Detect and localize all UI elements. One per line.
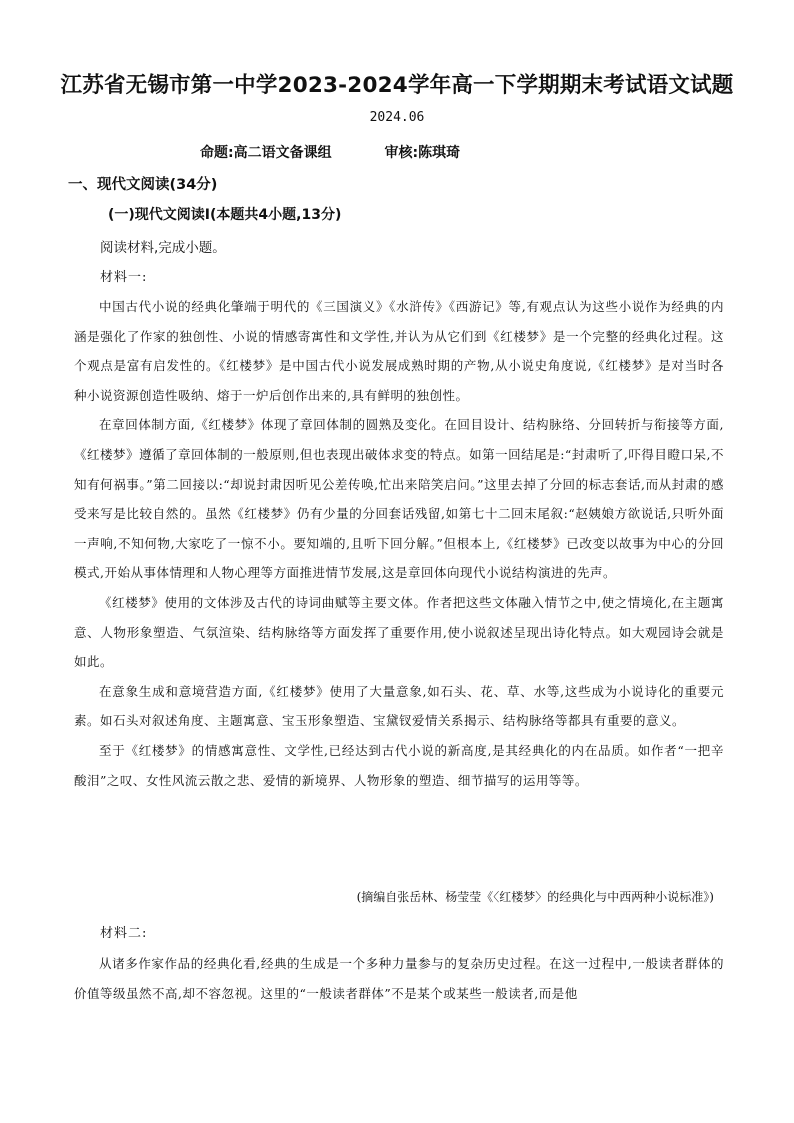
exam-date: 2024.06	[369, 110, 425, 125]
section-heading: 一、现代文阅读(34分)	[68, 177, 218, 193]
material-2-label: 材料二:	[100, 926, 148, 941]
subsection-heading: (一)现代文阅读I(本题共4小题,13分)	[108, 207, 342, 223]
exam-reviewer: 审核:陈琪琦	[384, 145, 461, 161]
material-1-paragraph: 在章回体制方面,《红楼梦》体现了章回体制的圆熟及变化。在回目设计、结构脉络、分回转折与衔接等方面,《红楼梦》遵循了章回体制的一般原则,但也表现出破体求变的特点。如第一回结尾是:“封肃听了,吓得目瞪口呆,不知有何祸事。”第二回接以:“却说封肃因听见公差传唤,忙出来陪笑启问。”这里去掉了分回的标志套话,而从封肃的感受来写是比较自然的。虽然《红楼梦》仍有少量的分回套话残留,如第七十二回末尾叙:“赵姨娘方欲说话,只听外面一声响,不知何物,大家吃了一惊不小。要知端的,且听下回分解。”但根本上,《红楼梦》已改变以故事为中心的分回模式,开始从事体情理和人物心理等方面推进情节发展,这是章回体向现代小说结构演进的先声。	[74, 417, 724, 581]
material-1-paragraph: 中国古代小说的经典化肇端于明代的《三国演义》《水浒传》《西游记》等,有观点认为这些小说作为经典的内涵是强化了作家的独创性、小说的情感寄寓性和文学性,并认为从它们到《红楼梦》是一个完整的经典化过程。这个观点是富有启发性的。《红楼梦》是中国古代小说发展成熟时期的产物,从小说史角度说,《红楼梦》是对当时各种小说资源创造性吸纳、熔于一炉后创作出来的,具有鲜明的独创性。	[74, 299, 724, 403]
material-1-body	[74, 292, 724, 795]
material-2-paragraph: 从诸多作家作品的经典化看,经典的生成是一个多种力量参与的复杂历史过程。在这一过程中,一般读者群体的价值等级虽然不高,却不容忽视。这里的“一般读者群体”不是某个或某些一般读者,而是他	[74, 956, 724, 1001]
material-1-paragraph: 至于《红楼梦》的情感寓意性、文学性,已经达到古代小说的新高度,是其经典化的内在品质。如作者“一把辛酸泪”之叹、女性风流云散之悲、爱情的新境界、人物形象的塑造、细节描写的运用等等。	[74, 742, 724, 788]
material-1-label: 材料一:	[100, 270, 148, 285]
material-2-body	[74, 949, 724, 1008]
material-1-paragraph: 《红楼梦》使用的文体涉及古代的诗词曲赋等主要文体。作者把这些文体融入情节之中,使之情境化,在主题寓意、人物形象塑造、气氛渲染、结构脉络等方面发挥了重要作用,使小说叙述呈现出诗化特点。如大观园诗会就是如此。	[74, 594, 724, 670]
exam-title: 江苏省无锡市第一中学2023-2024学年高一下学期期末考试语文试题	[60, 73, 734, 98]
material-1-source: (摘编自张岳林、杨莹莹《〈红楼梦〉的经典化与中西两种小说标准》)	[356, 890, 714, 904]
exam-credits	[200, 142, 700, 162]
exam-author: 命题:高二语文备课组	[200, 145, 332, 161]
reading-instruction: 阅读材料,完成小题。	[100, 240, 226, 256]
material-1-paragraph: 在意象生成和意境营造方面,《红楼梦》使用了大量意象,如石头、花、草、水等,这些成为小说诗化的重要元素。如石头对叙述角度、主题寓意、宝玉形象塑造、宝黛钗爱情关系揭示、结构脉络等都具有重要的意义。	[74, 683, 724, 729]
